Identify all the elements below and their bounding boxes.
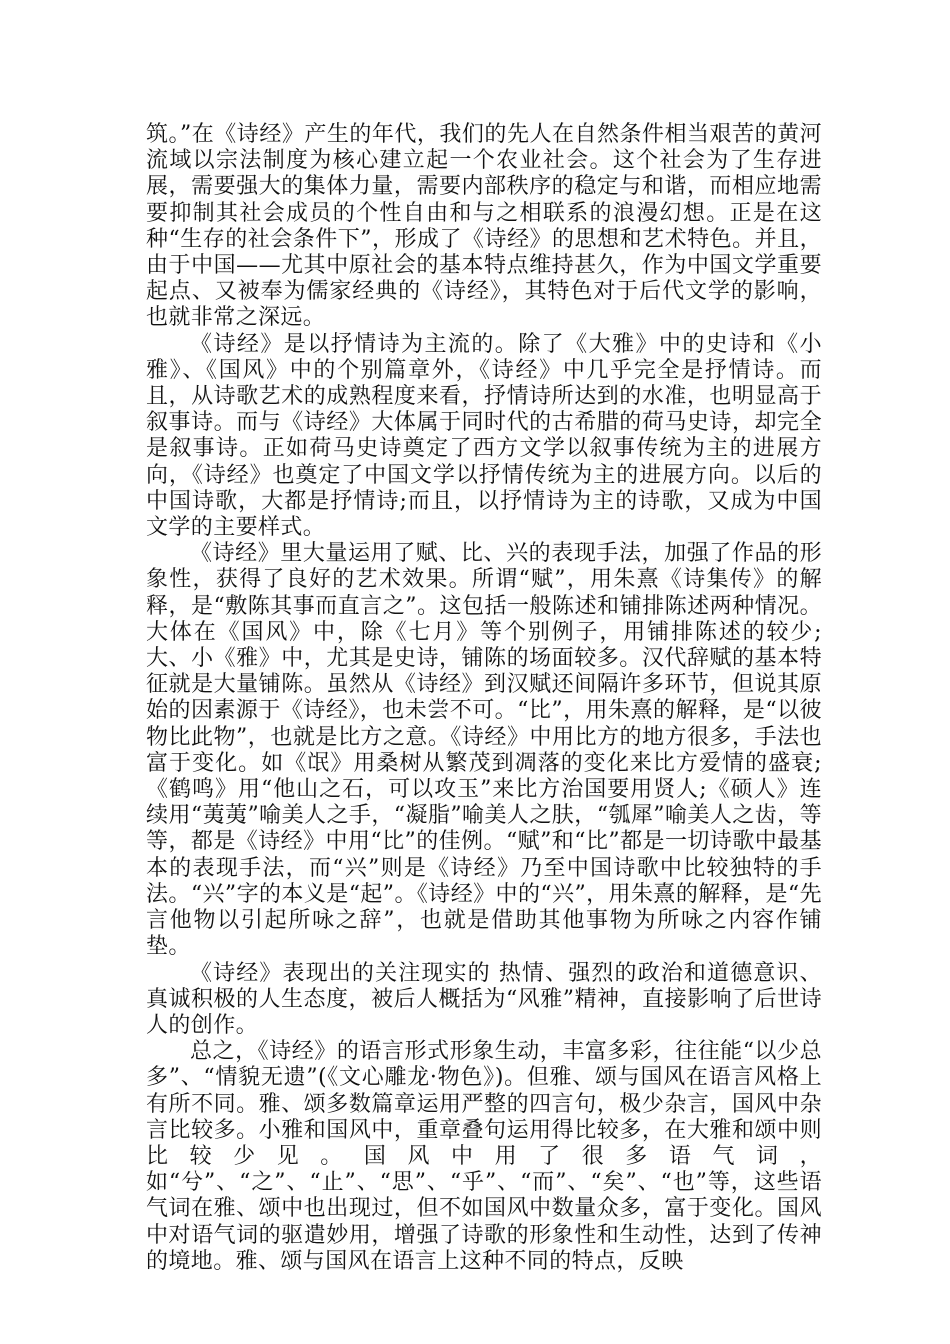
paragraph-lyric-tradition: 《诗经》是以抒情诗为主流的。除了《大雅》中的史诗和《小雅》、《国风》中的个别篇章外，《诗经》中几乎完全是抒情诗。而且，从诗歌艺术的成熟程度来看，抒情诗所达到的水准，也明显高于叙事诗。而与《诗经》大体属于同时代的古希腊的荷马史诗，却完全是叙事诗。正如荷马史诗奠定了西方文学以叙事传统为主的进展方向，《诗经》也奠定了中国文学以抒情传统为主的进展方向。以后的中国诗歌，大都是抒情诗;而且，以抒情诗为主的诗歌，又成为中国文学的主要样式。 <box>146 331 822 541</box>
paragraph-continuation: 筑。”在《诗经》产生的年代，我们的先人在自然条件相当艰苦的黄河流域以宗法制度为核心建立起一个农业社会。这个社会为了生存进展，需要强大的集体力量，需要内部秩序的稳定与和谐，而相应地需要抑制其社会成员的个性自由和与之相联系的浪漫幻想。正是在这种“生存的社会条件下”，形成了《诗经》的思想和艺术特色。并且，由于中国——尤其中原社会的基本特点维持甚久，作为中国文学重要起点、又被奉为儒家经典的《诗经》，其特色对于后代文学的影响，也就非常之深远。 <box>146 122 822 331</box>
paragraph-language-style: 总之，《诗经》的语言形式形象生动，丰富多彩，往往能“以少总多”、“情貌无遗”(《文心雕龙·物色》)。但雅、颂与国风在语言风格上有所不同。雅、颂多数篇章运用严整的四言句，极少杂言，国风中杂言比较多。小雅和国风中，重章叠句运用得比较多，在大雅和颂中则比较少见。国风中用了很多语气词，如“兮”、“之”、“止”、“思”、“乎”、“而”、“矣”、“也”等，这些语气词在雅、颂中也出现过，但不如国风中数量众多，富于变化。国风中对语气词的驱遣妙用，增强了诗歌的形象性和生动性，达到了传神的境地。雅、颂与国风在语言上这种不同的特点，反映 <box>146 1039 822 1274</box>
paragraph-fu-bi-xing: 《诗经》里大量运用了赋、比、兴的表现手法，加强了作品的形象性，获得了良好的艺术效果。所谓“赋”，用朱熹《诗集传》的解释，是“敷陈其事而直言之”。这包括一般陈述和铺排陈述两种情况。大体在《国风》中，除《七月》等个别例子，用铺排陈述的较少;大、小《雅》中，尤其是史诗，铺陈的场面较多。汉代辞赋的基本特征就是大量铺陈。虽然从《诗经》到汉赋还间隔许多环节，但说其原始的因素源于《诗经》，也未尝不可。“比”，用朱熹的解释，是“以彼物比此物”，也就是比方之意。《诗经》中用比方的地方很多，手法也富于变化。如《氓》用桑树从繁茂到凋落的变化来比方爱情的盛衰;《鹤鸣》用“他山之石，可以攻玉”来比方治国要用贤人;《硕人》连续用“荑荑”喻美人之手，“凝脂”喻美人之肤，“瓠犀”喻美人之齿，等等，都是《诗经》中用“比”的佳例。“赋”和“比”都是一切诗歌中最基本的表现手法，而“兴”则是《诗经》乃至中国诗歌中比较独特的手法。“兴”字的本义是“起”。《诗经》中的“兴”，用朱熹的解释，是“先言他物以引起所咏之辞”，也就是借助其他事物为所咏之内容作铺垫。 <box>146 541 822 960</box>
paragraph-fengya-spirit: 《诗经》表现出的关注现实的 热情、强烈的政治和道德意识、真诚积极的人生态度，被后人概括为“风雅”精神，直接影响了后世诗人的创作。 <box>146 960 822 1038</box>
document-body <box>146 122 822 1275</box>
